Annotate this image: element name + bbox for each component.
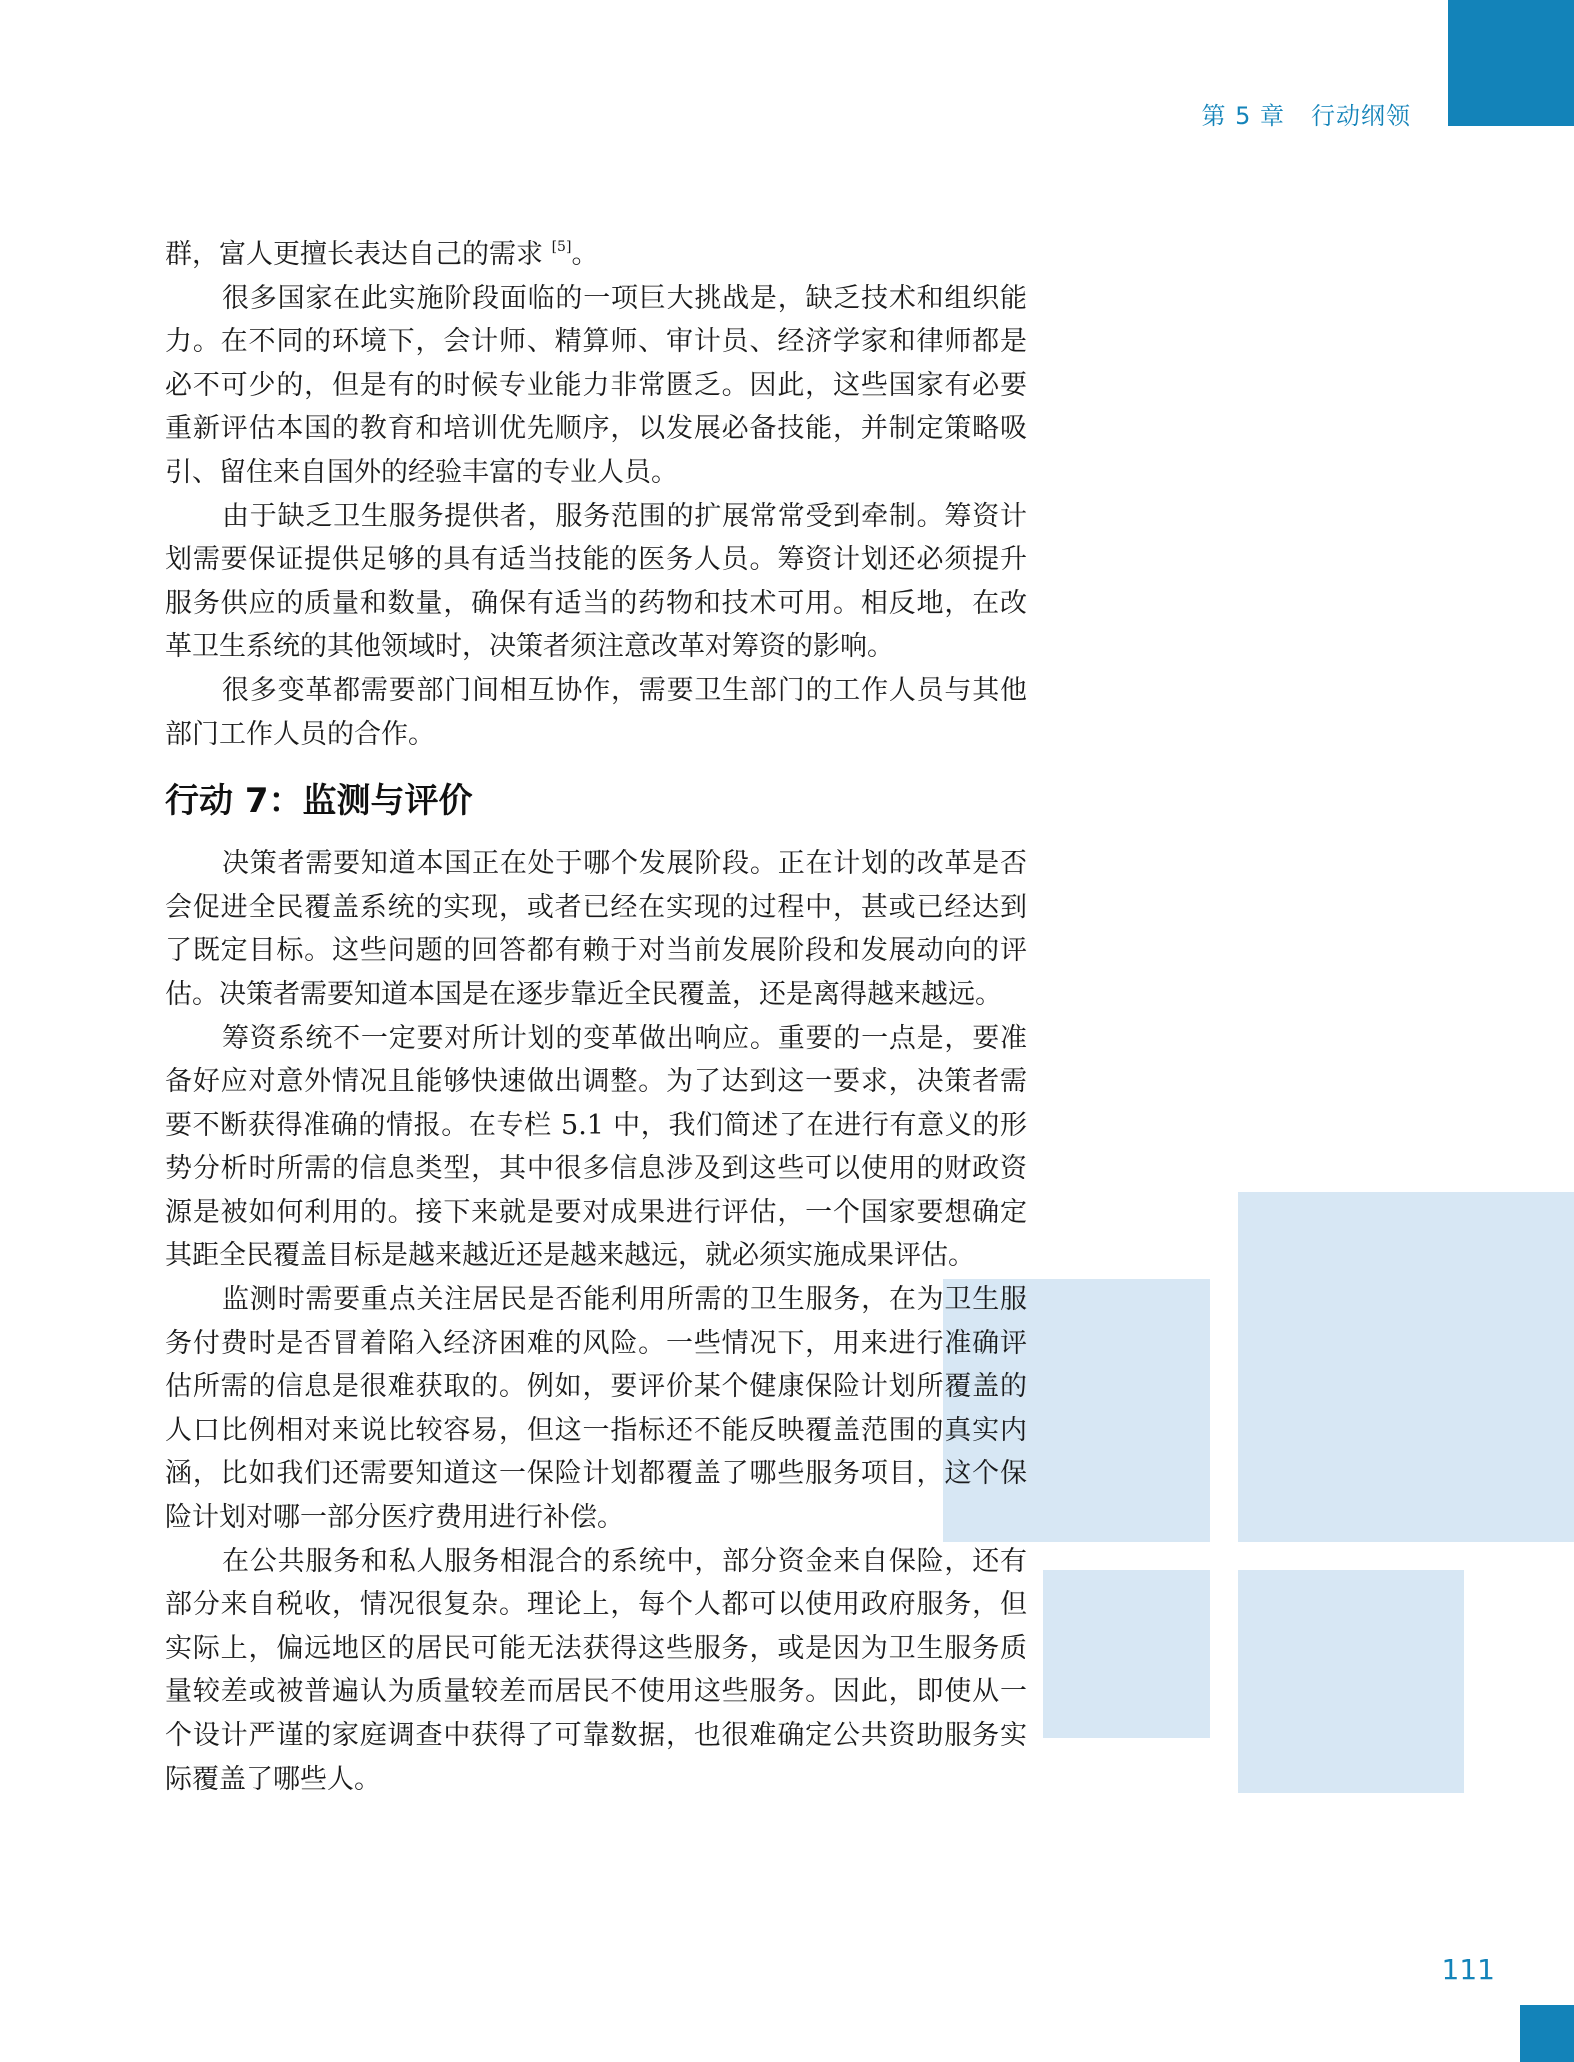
- decorative-square: [1238, 1192, 1574, 1542]
- page-corner-tab: [1520, 2005, 1574, 2062]
- section-label: 行动纲领: [1311, 102, 1411, 130]
- paragraph: 在公共服务和私人服务相混合的系统中，部分资金来自保险，还有部分来自税收，情况很复杂。理论上，每个人都可以使用政府服务，但实际上，偏远地区的居民可能无法获得这些服务，或是因为卫生服务质量较差或被普遍认为质量较差而居民不使用这些服务。因此，即使从一个设计严谨的家庭调查中获得了可靠数据，也很难确定公共资助服务实际覆盖了哪些人。: [165, 1545, 1027, 1795]
- paragraph: 由于缺乏卫生服务提供者，服务范围的扩展常常受到牵制。筹资计划需要保证提供足够的具有适当技能的医务人员。筹资计划还必须提升服务供应的质量和数量，确保有适当的药物和技术可用。相反地，在改革卫生系统的其他领域时，决策者须注意改革对筹资的影响。: [165, 500, 1027, 663]
- citation-ref: [5]: [551, 239, 572, 255]
- paragraph-continued: 群，富人更擅长表达自己的需求 [5]。: [165, 239, 599, 270]
- paragraph: 筹资系统不一定要对所计划的变革做出响应。重要的一点是，要准备好应对意外情况且能够快速做出调整。为了达到这一要求，决策者需要不断获得准确的情报。在专栏 5.1 中，我们简述了在进行有意义的形势分析时所需的信息类型，其中很多信息涉及到这些可以使用的财政资源是被如何利用的。接下来就是要对成果进行评估，一个国家要想确定其距全民覆盖目标是越来越近还是越来越远，就必须实施成果评估。: [165, 1022, 1027, 1272]
- paragraph: 很多国家在此实施阶段面临的一项巨大挑战是，缺乏技术和组织能力。在不同的环境下，会计师、精算师、审计员、经济学家和律师都是必不可少的，但是有的时候专业能力非常匮乏。因此，这些国家有必要重新评估本国的教育和培训优先顺序，以发展必备技能，并制定策略吸引、留住来自国外的经验丰富的专业人员。: [165, 282, 1027, 488]
- decorative-square: [1043, 1570, 1210, 1738]
- chapter-label: 第 5 章: [1201, 102, 1285, 130]
- decorative-square: [1238, 1570, 1464, 1793]
- section-heading: 行动 7：监测与评价: [165, 781, 473, 822]
- running-header: [1201, 96, 1411, 131]
- body-text: [165, 233, 1027, 1801]
- paragraph: 很多变革都需要部门间相互协作，需要卫生部门的工作人员与其他部门工作人员的合作。: [165, 674, 1027, 750]
- chapter-color-tab: [1448, 0, 1574, 126]
- paragraph: 监测时需要重点关注居民是否能利用所需的卫生服务，在为卫生服务付费时是否冒着陷入经济困难的风险。一些情况下，用来进行准确评估所需的信息是很难获取的。例如，要评价某个健康保险计划所覆盖的人口比例相对来说比较容易，但这一指标还不能反映覆盖范围的真实内涵，比如我们还需要知道这一保险计划都覆盖了哪些服务项目，这个保险计划对哪一部分医疗费用进行补偿。: [165, 1284, 1027, 1534]
- page-number: 111: [1441, 1953, 1495, 1986]
- paragraph: 决策者需要知道本国正在处于哪个发展阶段。正在计划的改革是否会促进全民覆盖系统的实现，或者已经在实现的过程中，甚或已经达到了既定目标。这些问题的回答都有赖于对当前发展阶段和发展动向的评估。决策者需要知道本国是在逐步靠近全民覆盖，还是离得越来越远。: [165, 848, 1027, 1010]
